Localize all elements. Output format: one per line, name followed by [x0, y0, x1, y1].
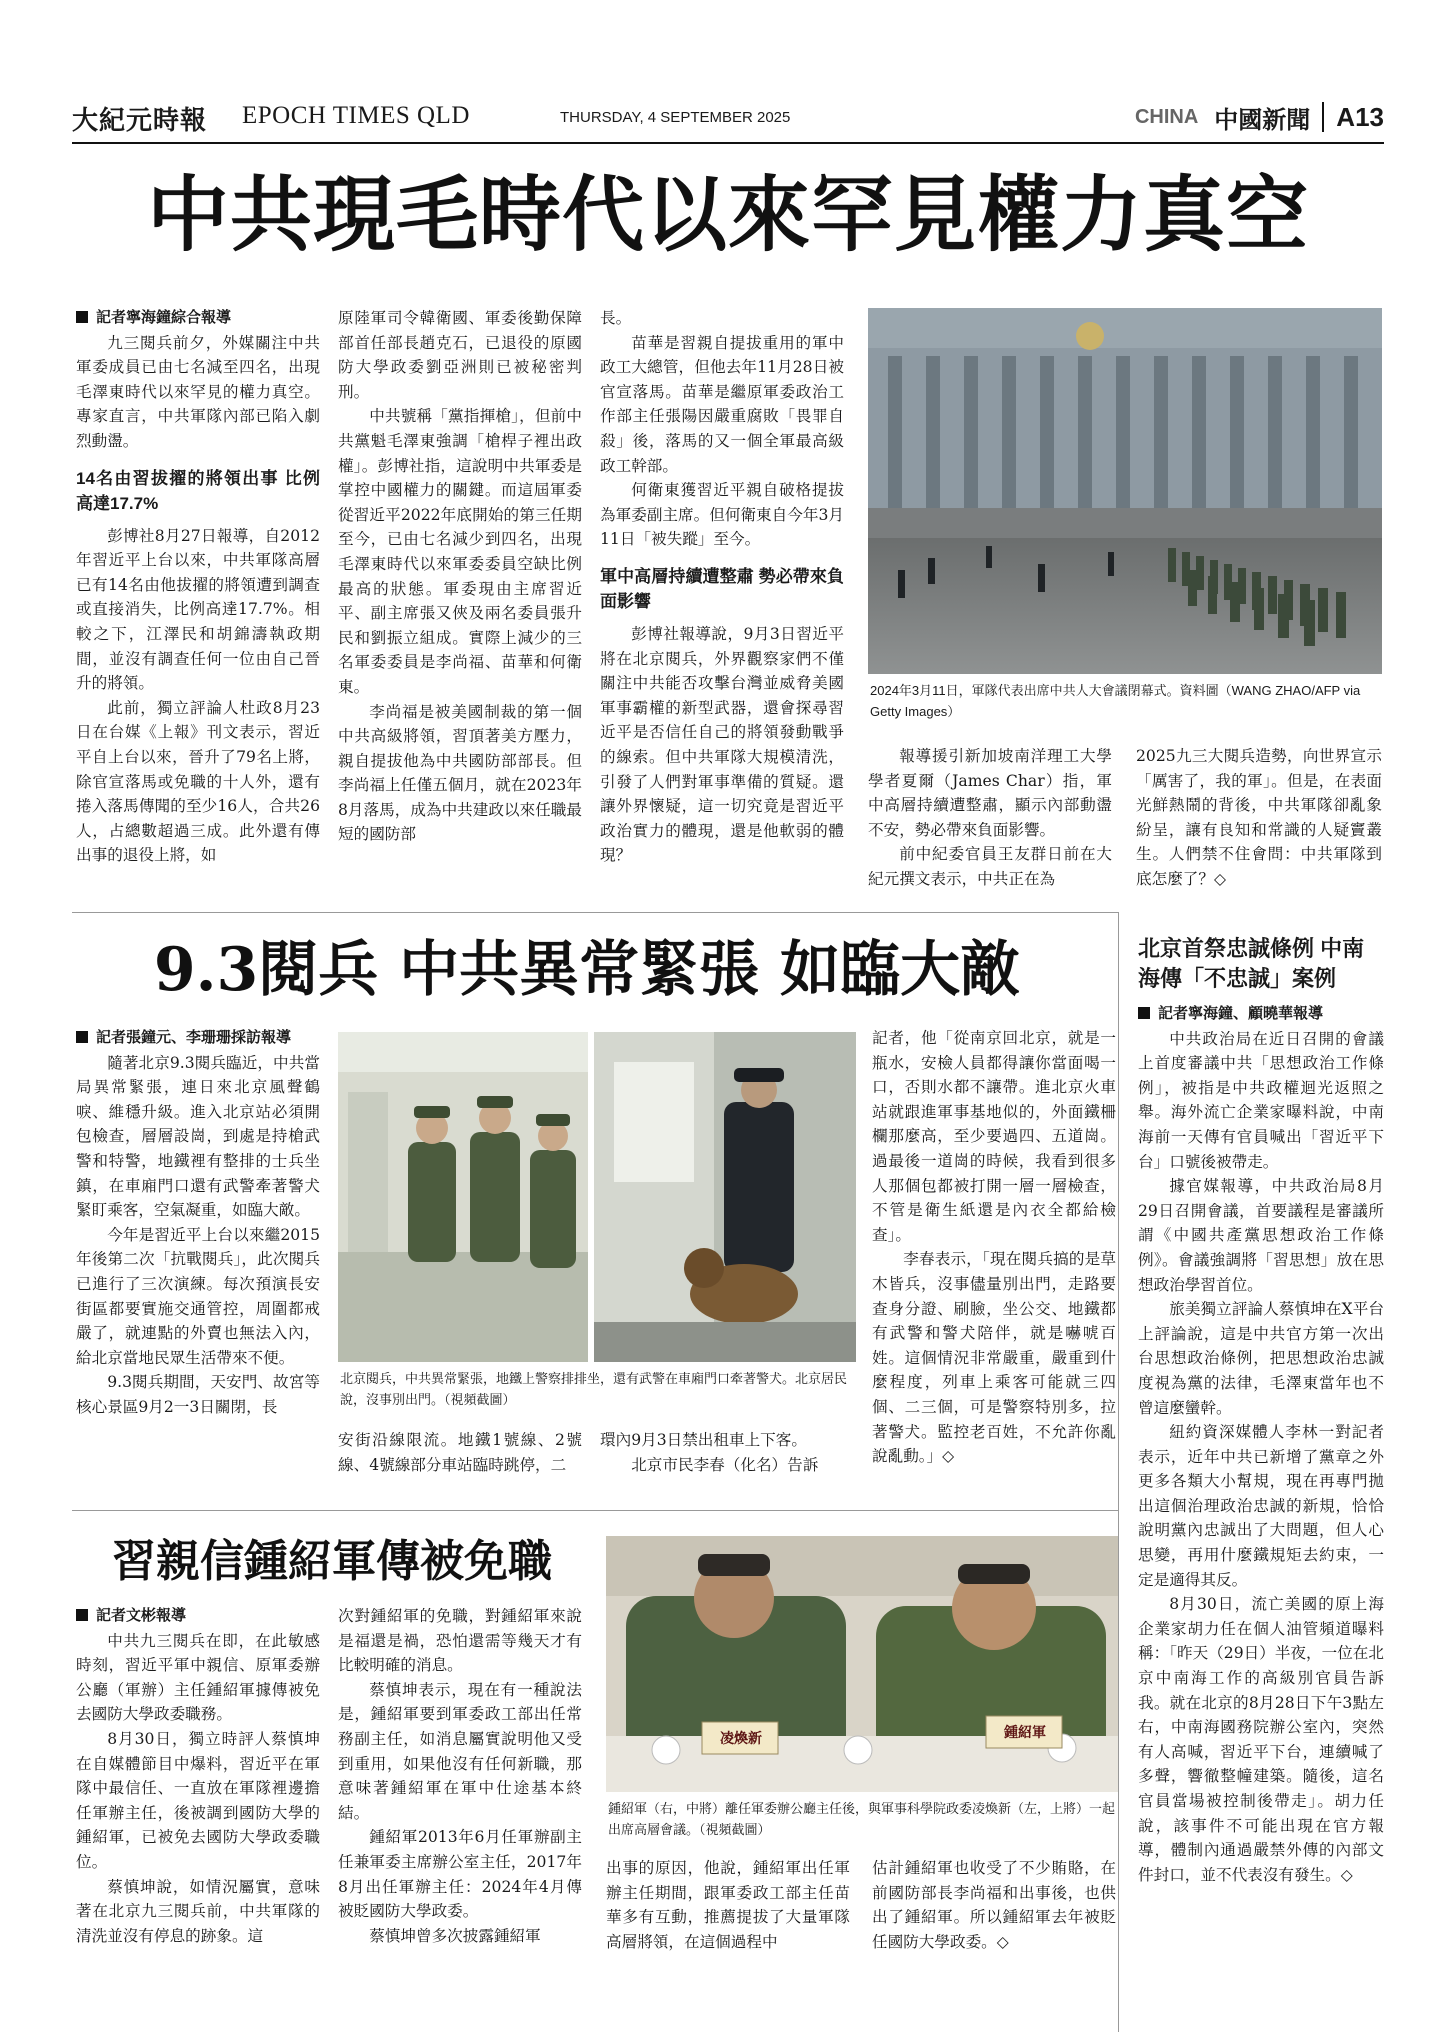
section-divider-line — [72, 1510, 1118, 1511]
nameplate-left: 凌煥新 — [720, 1731, 762, 1747]
article2-headline: 9.3閱兵 中共異常緊張 如臨大敵 — [153, 935, 1021, 1005]
article2-paragraph: 安街沿線限流。地鐵1號線、2號線、4號線部分車站臨時跳停，二 — [338, 1431, 582, 1474]
officials-meeting-image — [606, 1536, 1118, 1792]
article2-photo-left — [338, 1032, 588, 1362]
article4-col2 — [338, 1604, 582, 2032]
article4-paragraph: 蔡慎坤說，如情況屬實，意味著在北京九三閱兵前，中共軍隊的清洗並沒有停息的跡象。這 — [76, 1877, 320, 1945]
article3-byline: 記者寧海鐘、顧曉華報導 — [1158, 1005, 1324, 1022]
article2-paragraph: 環內9月3日禁出租車上下客。 — [600, 1431, 807, 1449]
article1-col2 — [338, 306, 582, 896]
article1-paragraph: 2025九三大閱兵造勢，向世界宣示「厲害了，我的軍」。但是，在表面光鮮熱鬧的背後，中共軍隊卻亂象紛呈，讓有良知和常識的人疑竇叢生。人們禁不住會問：中共軍隊到底怎麼了？◇ — [1136, 747, 1382, 888]
article2-byline: 記者張鐘元、李珊珊採訪報導 — [96, 1029, 292, 1046]
article4-paragraph: 中共九三閱兵在即，在此敏感時刻，習近平軍中親信、原軍委辦公廳（軍辦）主任鍾紹軍據傳被免去國防大學政委職務。 — [76, 1631, 320, 1724]
article3-paragraph: 紐約資深媒體人李林一對記者表示，近年中共已新增了黨章之外更多各類大小幫規，現在再專門拋出這個治理政治忠誠的新規，恰恰說明黨內忠誠出了大問題，但人心思變，再用什麼鐵規矩去約束，一定是適得其反。 — [1138, 1423, 1384, 1589]
article3-headline: 北京首祭忠誠條例 中南海傳「不忠誠」案例 — [1138, 936, 1365, 991]
article1-paragraph: 彭博社報導說，9月3日習近平將在北京閱兵，外界觀察家們不僅關注中共能否攻擊台灣並威脅美國軍事霸權的新型武器，還會探尋習近平是否信任自己的將領發動戰爭的線索。但中共軍隊大規模清洗，引發了人們對軍事準備的質疑。還讓外界懷疑，這一切究竟是習近平政治實力的體現，還是他軟弱的體現？ — [600, 624, 844, 865]
article2-paragraph: 9.3閱兵期間，天安門、故宮等核心景區9月2一3日關閉，長 — [76, 1373, 320, 1416]
article1-col5 — [1136, 744, 1382, 894]
article4-col4 — [872, 1856, 1116, 2032]
article3-paragraph: 8月30日，流亡美國的原上海企業家胡力任在個人油管頻道曝料稱：「昨天（29日）半夜，一位在北京中南海工作的高級別官員告訴我。就在北京的8月28日下午3點左右，中南海國務院辦公室內，突然有人高喊，習近平下台，連續喊了多聲，響徹整幢建築。隨後，這名官員當場被控制後帶走」。胡力任說，該事件不可能出現在官方報導，體制內通過嚴禁外傳的內部文件封口，並不代表沒有發生。◇ — [1138, 1595, 1384, 1884]
article1-paragraph: 前中紀委官員王友群日前在大紀元撰文表示，中共正在為 — [868, 845, 1112, 888]
article1-paragraph: 長。 — [600, 309, 632, 327]
subway-soldiers-image — [338, 1032, 588, 1362]
article4-paragraph: 蔡慎坤表示，現在有一種說法是，鍾紹軍要到軍委政工部出任常務副主任，如消息屬實說明他又受到重用，如果他沒有任何新職，那意味著鍾紹軍在軍中仕途基本終結。 — [338, 1680, 582, 1822]
masthead-english-name: EPOCH TIMES QLD — [242, 102, 470, 129]
article2-paragraph: 記者，他「從南京回北京，就是一瓶水，安檢人員都得讓你當面喝一口，否則水都不讓帶。進北京火車站就跟進軍事基地似的，外面鐵柵欄那麼高，至少要過四、五道崗。過最後一道崗的時候，我看到很多人那個包都被打開一層一層檢查，不管是衛生紙還是內衣全都給檢查」。 — [872, 1029, 1116, 1244]
byline-square-icon — [1138, 1007, 1150, 1019]
article1-paragraph: 九三閱兵前夕，外媒關注中共軍委成員已由七名減至四名，出現毛澤東時代以來罕見的權力真空。專家直言，中共軍隊內部已陷入劇烈動盪。 — [76, 333, 320, 450]
masthead-date: THURSDAY, 4 SEPTEMBER 2025 — [560, 109, 791, 126]
article4-paragraph: 蔡慎坤曾多次披露鍾紹軍 — [369, 1926, 541, 1945]
article4-photo — [606, 1536, 1118, 1792]
article3-paragraph: 旅美獨立評論人蔡慎坤在X平台上評論說，這是中共官方第一次出台思想政治條例，把思想政治忠誠度視為黨的法律，毛澤東當年也不曾這麼蠻幹。 — [1138, 1300, 1384, 1417]
masthead — [72, 100, 1384, 136]
article4-col1 — [76, 1604, 320, 2032]
article4-col3 — [606, 1856, 850, 2032]
article2-photo-caption: 北京閱兵，中共異常緊張，地鐵上警察排排坐，還有武警在車廂門口牽著警犬。北京居民說，沒事別出門。（視頻截圖） — [340, 1371, 848, 1407]
article4-photo-caption: 鍾紹軍（右，中將）離任軍委辦公廳主任後，與軍事科學院政委凌煥新（左，上將）一起出席高層會議。（視頻截圖） — [608, 1801, 1116, 1837]
article3-body — [1138, 1002, 1384, 2032]
section-en: CHINA — [1134, 105, 1199, 128]
article1-paragraph: 中共號稱「黨指揮槍」，但前中共黨魁毛澤東強調「槍桿子裡出政權」。彭博社指，這說明中共軍委是掌控中國權力的關鍵。而這屆軍委從習近平2022年底開始的第三任期至今，已由七名減少到四名，出現毛澤東時代以來軍委委員空缺比例最高的狀態。軍委現由主席習近平、副主席張又俠及兩名委員張升民和劉振立組成。實際上減少的三名軍委委員是李尚福、苗華和何衛東。 — [338, 407, 582, 696]
article1-paragraph: 何衛東獲習近平親自破格提拔為軍委副主席。但何衛東自今年3月11日「被失蹤」至今。 — [600, 481, 844, 549]
article4-paragraph: 出事的原因，他說，鍾紹軍出任軍辦主任期間，跟軍委政工部主任苗華多有互動，推薦提拔了大量軍隊高層將領，在這個過程中 — [606, 1859, 850, 1951]
article1-paragraph: 苗華是習親自提拔重用的軍中政工大總管，但他去年11月28日被官宣落馬。苗華是繼原軍委政治工作部主任張陽因嚴重腐敗「畏罪自殺」後，落馬的又一個全軍最高級政工幹部。 — [600, 333, 844, 475]
article2-photo-right — [594, 1032, 856, 1362]
column-divider-line — [1118, 912, 1119, 2032]
byline-square-icon — [76, 1609, 88, 1621]
article1-paragraph: 原陸軍司令韓衛國、軍委後勤保障部首任部長趙克石，已退役的原國防大學政委劉亞洲則已被秘密判刑。 — [338, 309, 582, 401]
article2-col2 — [338, 1428, 582, 1500]
article2-col1 — [76, 1026, 320, 1500]
article4-paragraph: 次對鍾紹軍的免職，對鍾紹軍來說是福還是禍，恐怕還需等幾天才有比較明確的消息。 — [338, 1607, 582, 1675]
masthead-chinese-name: 大紀元時報 — [72, 106, 208, 136]
section-divider-line — [72, 912, 1118, 913]
byline-square-icon — [76, 1031, 88, 1043]
byline-square-icon — [76, 311, 88, 323]
article4-paragraph: 8月30日，獨立時評人蔡慎坤在自媒體節目中爆料，習近平在軍隊中最信任、一直放在軍隊裡邊擔任軍辦主任，後被調到國防大學的鍾紹軍，已被免去國防大學政委職位。 — [76, 1729, 320, 1871]
great-hall-image — [868, 308, 1382, 674]
article1-subhead-2: 軍中高層持續遭整肅 勢必帶來負面影響 — [600, 566, 844, 611]
article1-col1 — [76, 306, 320, 896]
article2-col3 — [600, 1428, 850, 1500]
section-label — [1135, 100, 1384, 134]
article1-byline: 記者寧海鐘綜合報導 — [96, 309, 232, 326]
article4-byline: 記者文彬報導 — [96, 1607, 187, 1624]
article2-paragraph: 北京市民李春（化名）告訴 — [631, 1455, 819, 1474]
article1-col4 — [868, 744, 1112, 894]
article1-paragraph: 報導援引新加坡南洋理工大學學者夏爾（James Char）指，軍中高層持續遭整肅，顯示內部動盪不安，勢必帶來負面影響。 — [868, 747, 1112, 839]
article3-paragraph: 中共政治局在近日召開的會議上首度審議中共「思想政治工作條例」，被指是中共政權迴光返照之舉。海外流亡企業家曝料說，中南海前一天傳有官員喊出「習近平下台」口號後被帶走。 — [1138, 1029, 1384, 1171]
section-divider — [1322, 102, 1324, 132]
article1-subhead-1: 14名由習拔擢的將領出事 比例高達17.7% — [76, 468, 320, 513]
subway-police-dog-image — [594, 1032, 856, 1362]
masthead-rule — [72, 142, 1384, 144]
section-cn: 中國新聞 — [1214, 104, 1311, 134]
article4-headline: 習親信鍾紹軍傳被免職 — [112, 1536, 552, 1587]
article1-photo-caption: 2024年3月11日，軍隊代表出席中共人大會議閉幕式。資料圖（WANG ZHAO/AFP via Getty Images） — [870, 683, 1361, 719]
article1-photo — [868, 308, 1382, 674]
article2-col4 — [872, 1026, 1116, 1500]
article4-paragraph: 鍾紹軍2013年6月任軍辦副主任兼軍委主席辦公室主任，2017年8月出任軍辦主任：2024年4月傳被貶國防大學政委。 — [338, 1828, 582, 1921]
article1-headline: 中共現毛時代以來罕見權力真空 — [146, 167, 1309, 263]
article1-paragraph: 此前，獨立評論人杜政8月23日在台媒《上報》刊文表示，習近平自上台以來，晉升了79名上將，除官宣落馬或免職的十人外，還有捲入落馬傳聞的至少16人，合共26人，占總數超過三成。此外還有傳出事的退役上將，如 — [76, 698, 320, 865]
page-number: A13 — [1336, 101, 1384, 132]
article2-paragraph: 李春表示，「現在閱兵搞的是草木皆兵，沒事儘量別出門，走路要查身分證、刷臉，坐公交、地鐵都有武警和警犬陪伴，就是嚇唬百姓。這個情況非常嚴重，嚴重到什麼程度，列車上乘客可能就三四個、二三個，可是警察特別多，拉著警犬。監控老百姓，不允許你亂說亂動。」◇ — [872, 1250, 1116, 1466]
article2-paragraph: 隨著北京9.3閱兵臨近，中共當局異常緊張，連日來北京風聲鶴唳、維穩升級。進入北京站必須開包檢查，層層設崗，到處是持槍武警和特警，地鐵裡有整排的士兵坐鎮，在車廂門口還有武警牽著警犬緊盯乘客，空氣凝重，如臨大敵。 — [76, 1053, 320, 1220]
article1-paragraph: 彭博社8月27日報導，自2012年習近平上台以來，中共軍隊高層已有14名由他拔擢的將領遭到調查或直接消失，比例高達17.7%。相較之下，江澤民和胡錦濤執政期間，並沒有調查任何一位由自己晉升的將領。 — [76, 526, 320, 693]
nameplate-right: 鍾紹軍 — [1004, 1725, 1046, 1741]
article2-paragraph: 今年是習近平上台以來繼2015年後第二次「抗戰閱兵」，此次閱兵已進行了三次演練。每次預演長安街區都要實施交通管控，周圍都戒嚴了，就連點的外賣也無法入內，給北京當地民眾生活帶來不便。 — [76, 1225, 320, 1367]
article4-paragraph: 估計鍾紹軍也收受了不少賄賂，在前國防部長李尚福和出事後，也供出了鍾紹軍。所以鍾紹軍去年被貶任國防大學政委。◇ — [872, 1859, 1116, 1951]
article3-paragraph: 據官媒報導，中共政治局8月29日召開會議，首要議程是審議所謂《中國共產黨思想政治工作條例》。會議強調將「習思想」放在思想政治學習首位。 — [1138, 1177, 1384, 1294]
article1-paragraph: 李尚福是被美國制裁的第一個中共高級將領，習頂著美方壓力，親自提拔他為中共國防部部長。但李尚福上任僅五個月，就在2023年8月落馬，成為中共建政以來任職最短的國防部 — [338, 702, 582, 844]
article1-col3 — [600, 306, 844, 896]
